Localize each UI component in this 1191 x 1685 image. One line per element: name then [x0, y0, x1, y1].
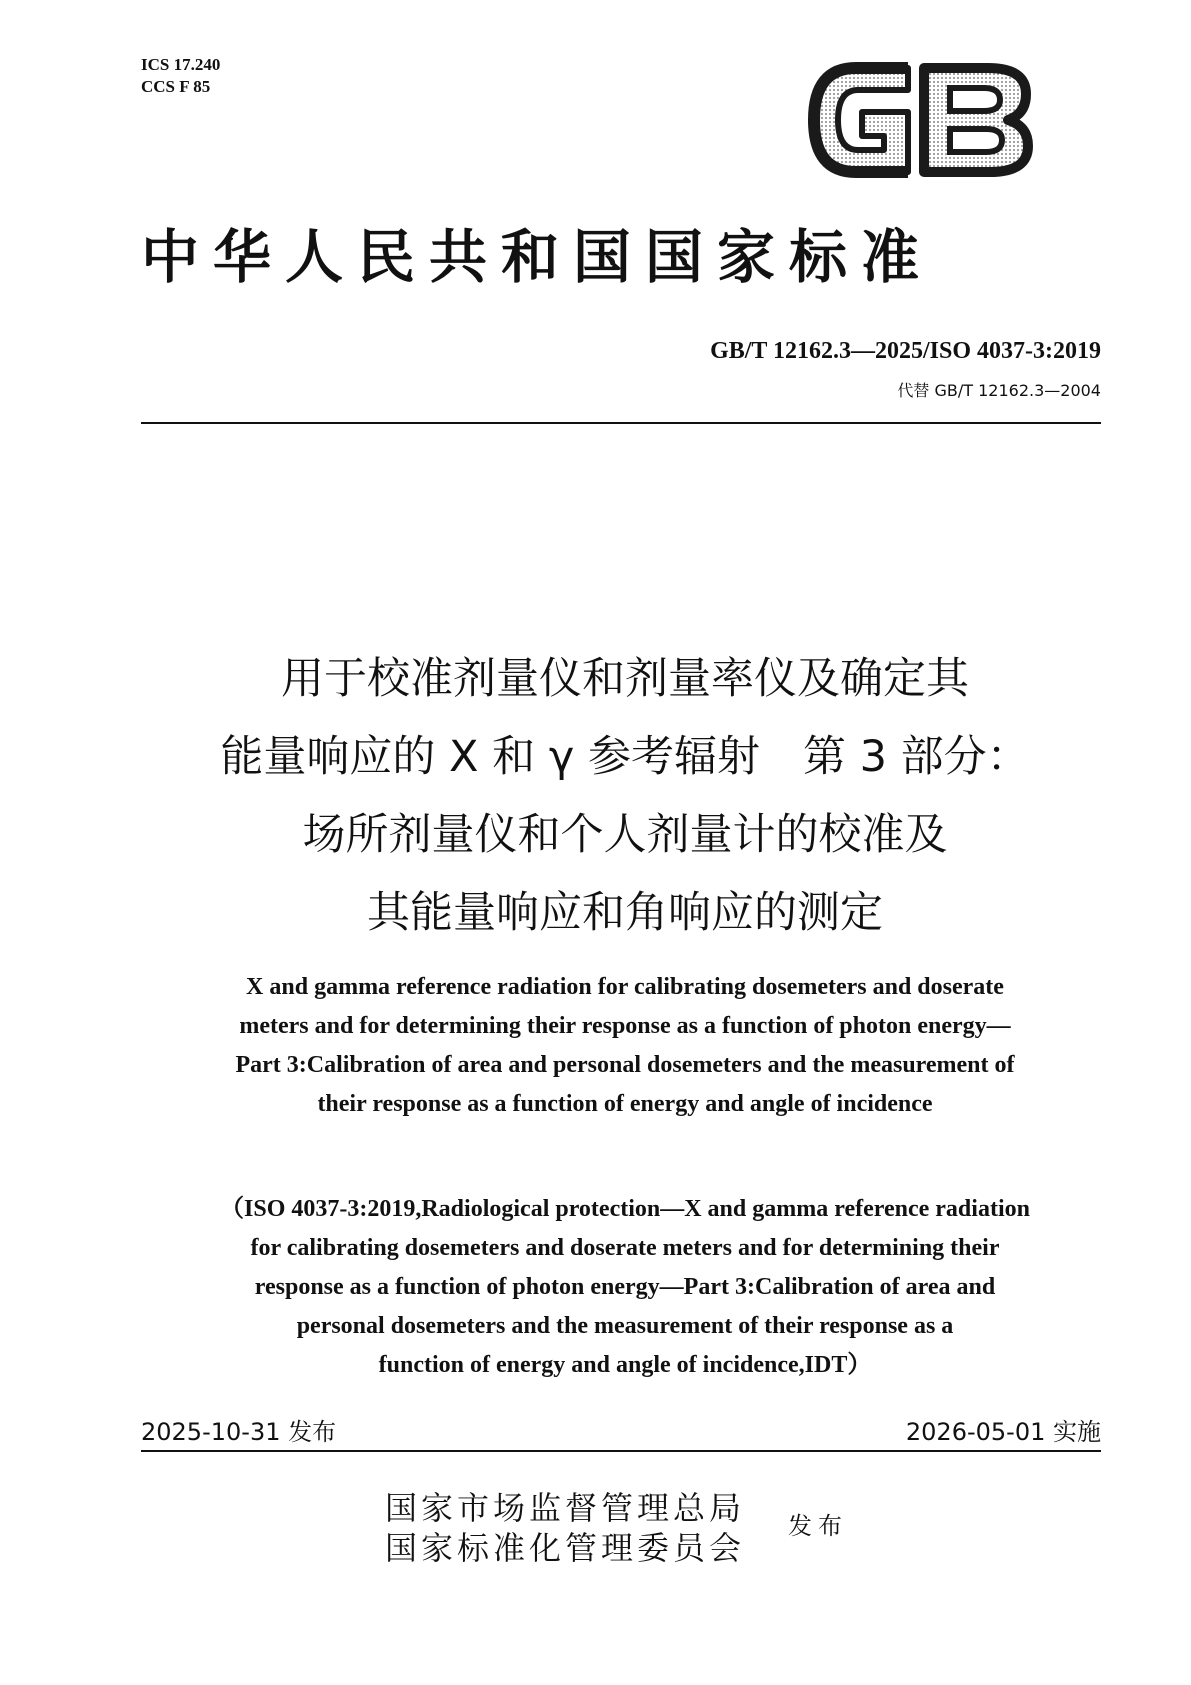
chinese-title-line: 场所剂量仪和个人剂量计的校准及	[302, 810, 948, 860]
replaces-note: 代替 GB/T 12162.3—2004	[897, 381, 1101, 400]
chinese-title-line: 其能量响应和角响应的测定	[367, 888, 883, 938]
chinese-title	[100, 640, 1150, 952]
classification-codes	[141, 54, 220, 98]
english-title-line: their response as a function of energy and angle of incidence	[317, 1091, 933, 1117]
publish-label: 发布	[788, 1512, 848, 1540]
english-title	[100, 968, 1150, 1124]
ics-code: ICS 17.240	[141, 55, 221, 74]
national-standard-title: 中华人民共和国国家标准	[141, 223, 934, 291]
implementation-date: 2026-05-01 实施	[905, 1418, 1101, 1446]
issuer-name: 国家标准化管理委员会	[385, 1529, 746, 1567]
footer-divider	[141, 1450, 1101, 1452]
english-title-line: X and gamma reference radiation for calibrating dosemeters and doserate	[246, 974, 1004, 1000]
standard-number: GB/T 12162.3—2025/ISO 4037-3:2019	[710, 338, 1101, 364]
iso-reference-line: personal dosemeters and the measurement of their response as a	[296, 1313, 954, 1339]
issuer-name: 国家市场监督管理总局	[385, 1489, 746, 1527]
iso-reference	[100, 1190, 1150, 1385]
iso-reference-line: function of energy and angle of incidence,IDT）	[378, 1352, 872, 1378]
english-title-line: meters and for determining their response as a function of photon energy—	[239, 1013, 1011, 1039]
english-title-line: Part 3:Calibration of area and personal dosemeters and the measurement of	[235, 1052, 1015, 1078]
chinese-title-line: 用于校准剂量仪和剂量率仪及确定其	[281, 654, 969, 704]
gb-logo	[808, 60, 1034, 180]
iso-reference-line: for calibrating dosemeters and doserate meters and for determining their	[250, 1235, 1000, 1261]
iso-reference-line: （ISO 4037-3:2019,Radiological protection—X and gamma reference radiation	[220, 1196, 1030, 1222]
iso-reference-line: response as a function of photon energy—Part 3:Calibration of area and	[254, 1274, 996, 1300]
ccs-code: CCS F 85	[141, 77, 211, 96]
issue-date: 2025-10-31 发布	[141, 1418, 337, 1446]
header-divider	[141, 422, 1101, 424]
chinese-title-line: 能量响应的 X 和 γ 参考辐射 第 3 部分：	[220, 732, 1030, 782]
issuing-authorities	[385, 1488, 745, 1568]
